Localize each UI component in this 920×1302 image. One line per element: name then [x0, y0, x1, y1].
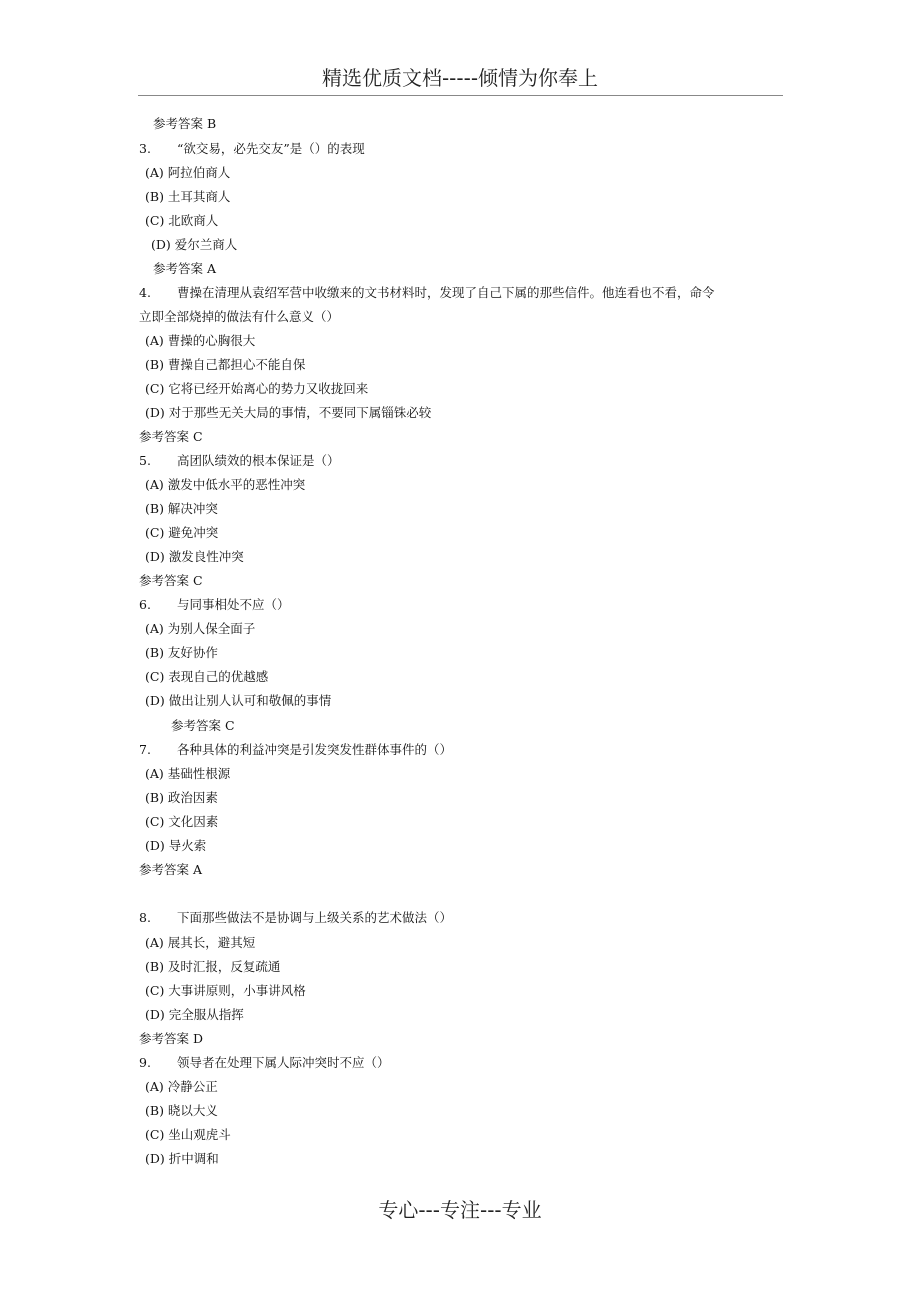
question-number: 5.	[139, 453, 151, 468]
page-header-title: 精选优质文档-----倾情为你奉上	[321, 66, 599, 90]
option: (A) 阿拉伯商人	[145, 165, 231, 180]
question-text-continued: 立即全部烧掉的做法有什么意义（）	[139, 309, 340, 324]
answer-q6: 参考答案 C	[171, 718, 235, 733]
option: (C) 避免冲突	[145, 525, 219, 540]
answer-q2: 参考答案 B	[153, 116, 217, 131]
option: (D) 做出让别人认可和敬佩的事情	[145, 693, 332, 708]
question-4	[139, 284, 715, 302]
question-text: 高团队绩效的根本保证是（）	[176, 453, 340, 468]
option: (D) 折中调和	[145, 1151, 219, 1166]
option: (A) 展其长，避其短	[145, 935, 256, 950]
question-text: 各种具体的利益冲突是引发突发性群体事件的（）	[176, 742, 452, 757]
option: (D) 导火索	[145, 838, 207, 853]
question-9	[139, 1054, 390, 1072]
option: (B) 解决冲突	[145, 501, 218, 516]
question-text: 曹操在清理从袁绍军营中收缴来的文书材料时，发现了自己下属的那些信件。他连看也不看，命令	[176, 285, 715, 300]
option: (B) 土耳其商人	[145, 189, 231, 204]
option: (A) 冷静公正	[145, 1079, 218, 1094]
question-6	[139, 596, 290, 614]
answer-q3: 参考答案 A	[153, 261, 217, 276]
answer-q5: 参考答案 C	[139, 573, 203, 588]
option: (C) 大事讲原则，小事讲风格	[145, 983, 306, 998]
question-7	[139, 741, 452, 759]
option: (B) 政治因素	[145, 790, 218, 805]
question-number: 9.	[139, 1055, 151, 1070]
question-number: 4.	[139, 285, 151, 300]
option: (D) 对于那些无关大局的事情，不要同下属锱铢必较	[145, 405, 432, 420]
answer-q8: 参考答案 D	[139, 1031, 203, 1046]
question-text: 领导者在处理下属人际冲突时不应（）	[176, 1055, 390, 1070]
question-number: 3.	[139, 141, 151, 156]
answer-q7: 参考答案 A	[139, 862, 203, 877]
option: (A) 曹操的心胸很大	[145, 333, 256, 348]
option: (C) 表现自己的优越感	[145, 669, 269, 684]
question-3	[139, 140, 365, 158]
option: (D) 激发良性冲突	[145, 549, 244, 564]
question-8	[139, 909, 452, 927]
option: (B) 晓以大义	[145, 1103, 218, 1118]
option: (A) 为别人保全面子	[145, 621, 256, 636]
option: (D) 完全服从指挥	[145, 1007, 244, 1022]
option: (C) 它将已经开始离心的势力又收拢回来	[145, 381, 369, 396]
option: (C) 坐山观虎斗	[145, 1127, 231, 1142]
question-text: 与同事相处不应（）	[176, 597, 290, 612]
option: (D) 爱尔兰商人	[151, 237, 238, 252]
question-number: 6.	[139, 597, 151, 612]
option: (C) 北欧商人	[145, 213, 219, 228]
header-divider	[138, 95, 783, 96]
question-number: 8.	[139, 910, 151, 925]
page-footer: 专心---专注---专业	[378, 1198, 542, 1222]
option: (B) 曹操自己都担心不能自保	[145, 357, 306, 372]
answer-q4: 参考答案 C	[139, 429, 203, 444]
question-number: 7.	[139, 742, 151, 757]
option: (B) 友好协作	[145, 645, 218, 660]
question-5	[139, 452, 340, 470]
option: (B) 及时汇报，反复疏通	[145, 959, 281, 974]
question-text: “欲交易，必先交友”是（）的表现	[176, 141, 365, 156]
option: (A) 激发中低水平的恶性冲突	[145, 477, 306, 492]
option: (C) 文化因素	[145, 814, 219, 829]
option: (A) 基础性根源	[145, 766, 231, 781]
question-text: 下面那些做法不是协调与上级关系的艺术做法（）	[176, 910, 452, 925]
